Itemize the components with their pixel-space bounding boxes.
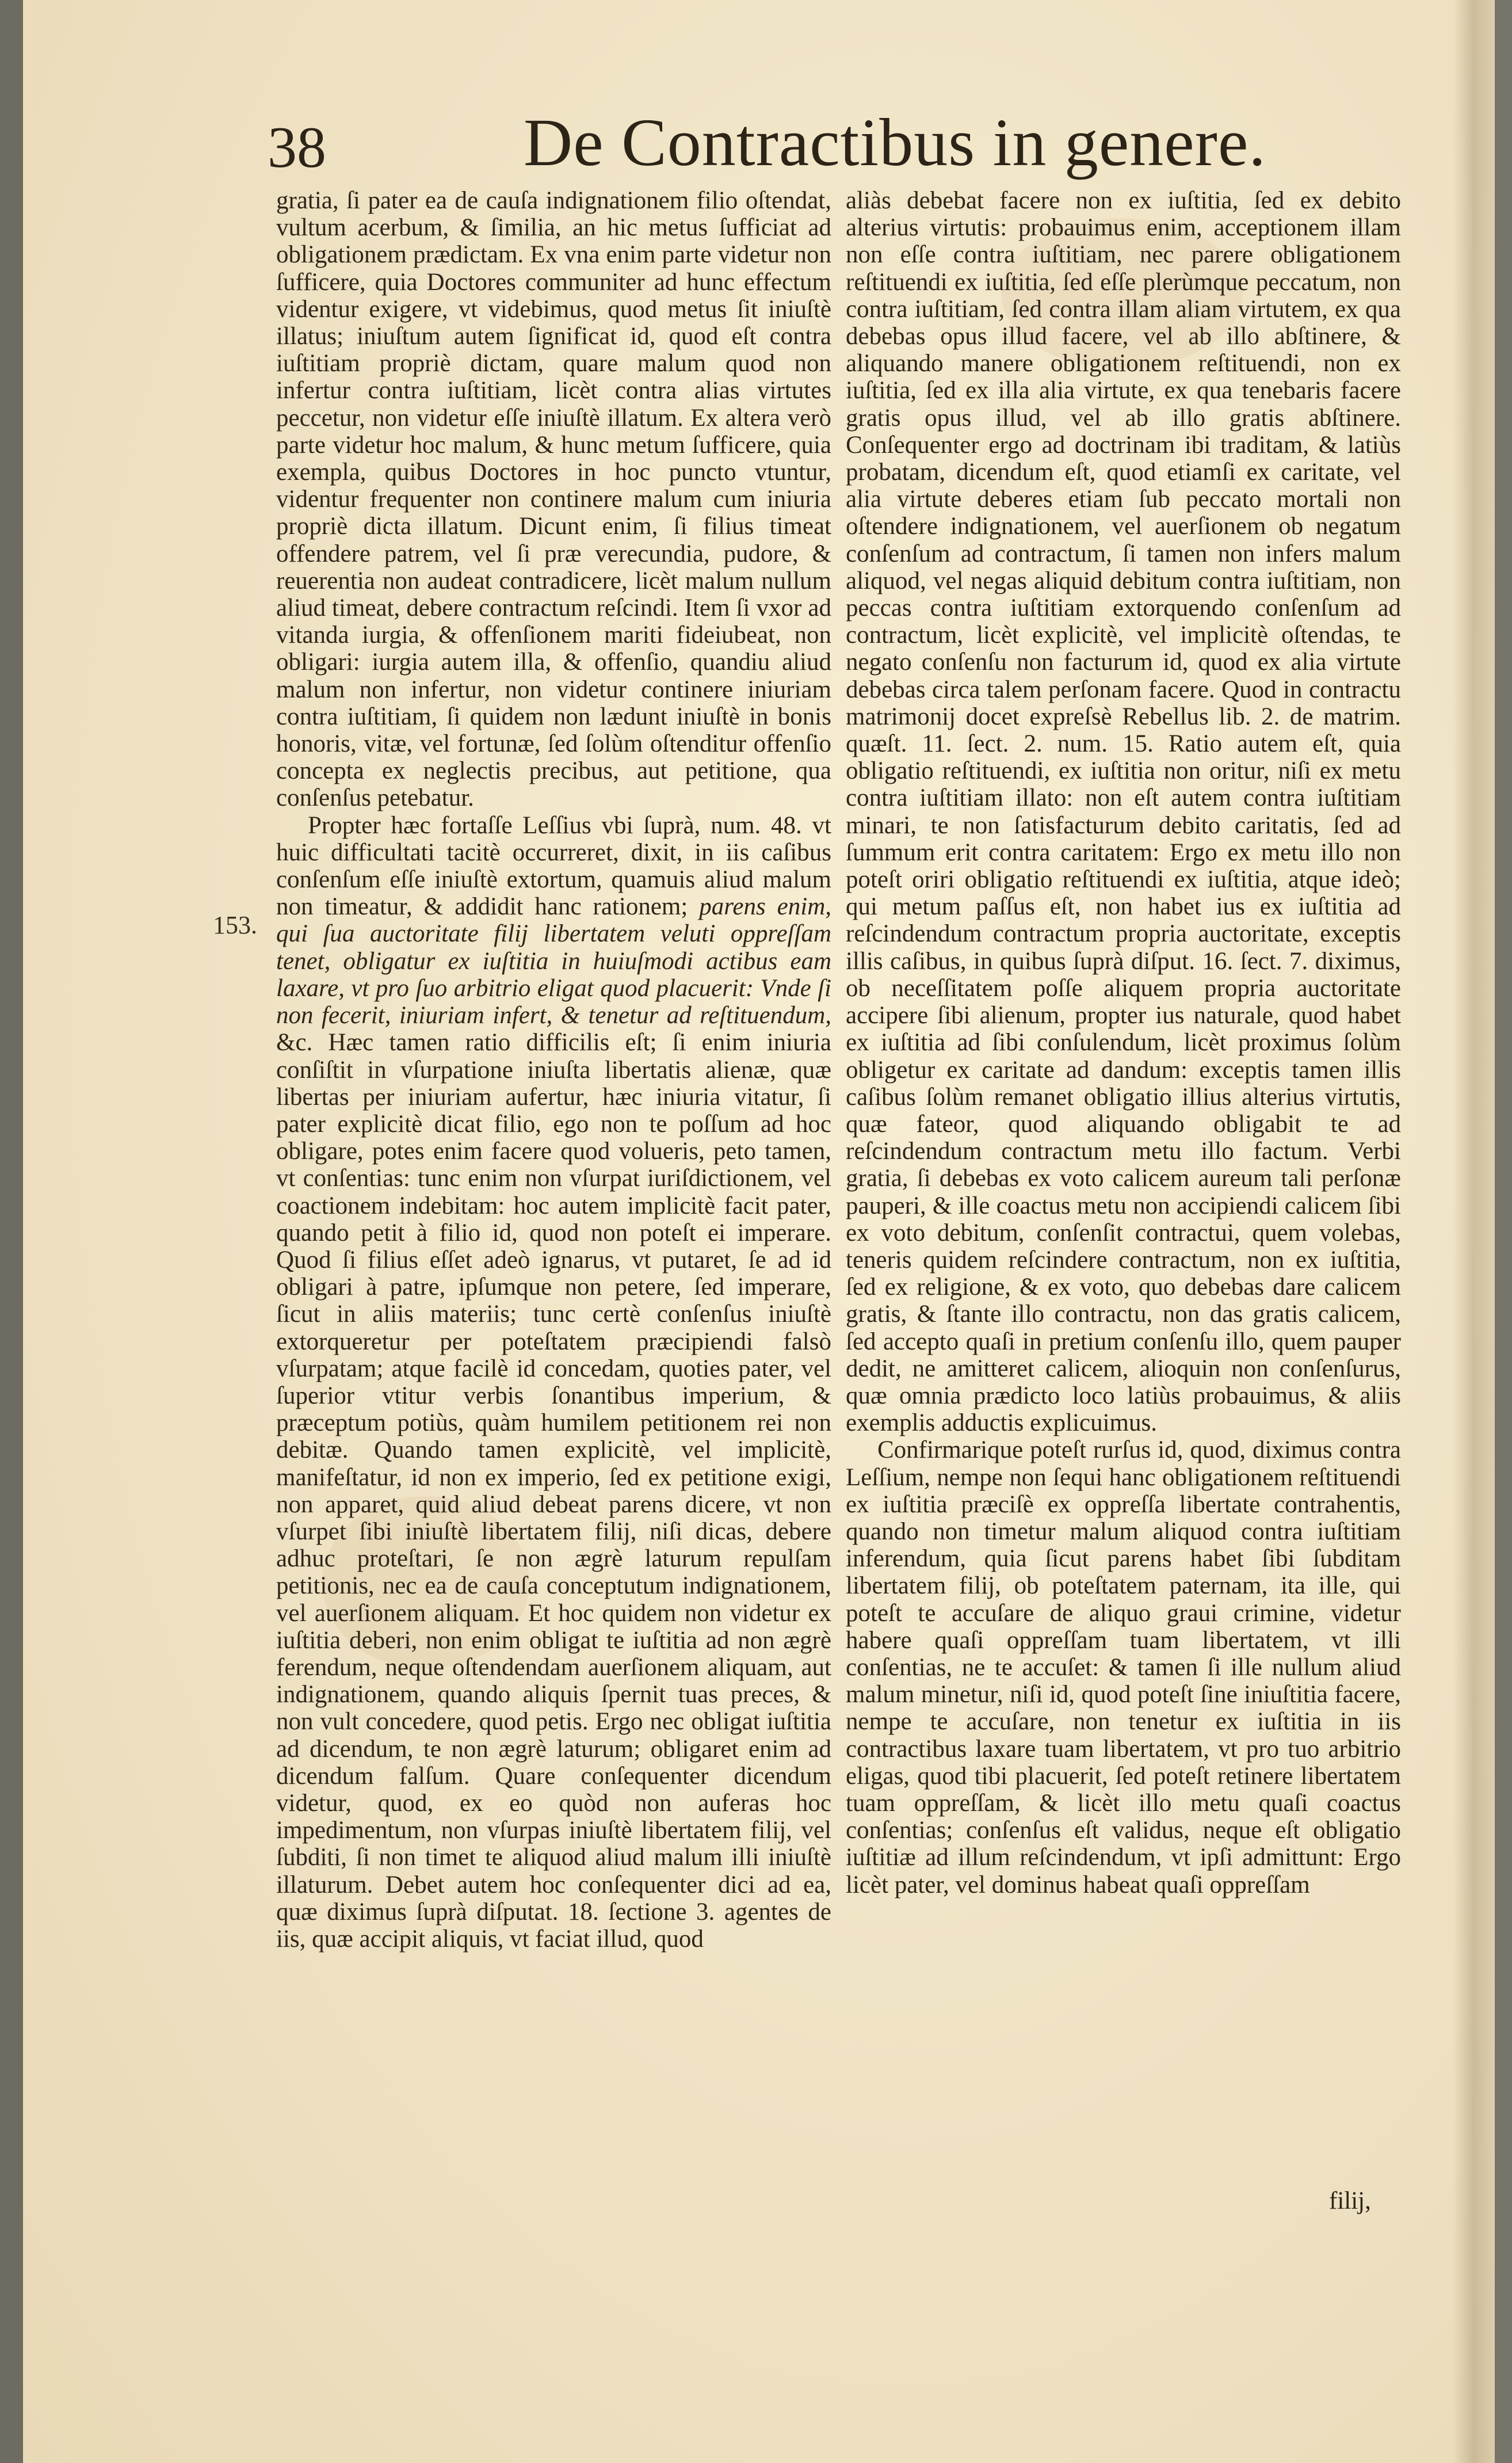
right-column [846, 187, 1401, 1898]
margin-note: 153. [213, 911, 257, 939]
page-number: 38 [268, 115, 326, 180]
page-fold-shadow [1453, 0, 1495, 2463]
scan-background-right [1495, 0, 1512, 2463]
paragraph: Confirmarique poteſt rurſus id, quod, diximus contra Leſſium, nempe non ſequi hanc obligationem reſtituendi ex iuſtitia præciſè ex oppreſſa libertate contrahentis, quando non timetur malum aliquod contra iuſtitiam inferendum, quia ſicut parens habet ſibi ſubditam libertatem filij, ob poteſtatem paternam, ita ille, qui poteſt te accuſare de aliquo graui crimine, videtur habere quaſi oppreſſam tuam libertatem, vt illi conſentias, ne te accuſet: & tamen ſi ille nullum aliud malum minetur, niſi id, quod poteſt ſine iniuſtitia facere, nempe te accuſare, non tenetur ex iuſtitia in iis contractibus laxare tuam libertatem, vt pro tuo arbitrio eligas, quod tibi placuerit, ſed poteſt retinere libertatem tuam oppreſſam, & licèt illo metu quaſi coactus conſentias; conſenſus eſt validus, neque eſt obligatio iuſtitiæ ad illum reſcindendum, vt ipſi admittunt: Ergo licèt pater, vel dominus habeat quaſi oppreſſam [846, 1436, 1401, 1898]
page-header [23, 104, 1495, 184]
paragraph-text: Propter hæc fortaſſe Leſſius vbi ſuprà, num. 48. vt huic difficultati tacitè occurreret, dixit, in iis caſibus conſenſum eſſe iniuſtè extortum, quamuis aliud malum non timeatur, & addidit hanc rationem; [276, 811, 831, 921]
quotation: parens enim, qui ſua auctoritate filij libertatem veluti oppreſſam tenet, obligatur ex iuſtitia in huiuſmodi actibus eam laxare, vt pro ſuo arbitrio eligat quod placuerit: Vnde ſi non fecerit, iniuriam infert, & tenetur ad reſtituendum, [276, 893, 831, 1030]
paragraph: gratia, ſi pater ea de cauſa indignationem filio oſtendat, vultum acerbum, & ſimilia, an hic metus ſufficiat ad obligationem prædictam. Ex vna enim parte videtur non ſufficere, quia Doctores communiter ad hunc effectum videntur exigere, vt videbimus, quod metus ſit iniuſtè illatus; iniuſtum autem ſignificat id, quod eſt contra iuſtitiam propriè dictam, quare malum quod non infertur contra iuſtitiam, licèt contra alias virtutes peccetur, non videtur eſſe iniuſtè illatum. Ex altera verò parte videtur hoc malum, & hunc metum ſufficere, quia exempla, quibus Doctores in hoc puncto vtuntur, videntur frequenter non continere malum cum iniuria propriè dicta illatum. Dicunt enim, ſi filius timeat offendere patrem, vel ſi præ verecundia, pudore, & reuerentia non audeat contradicere, licèt malum nullum aliud timeat, debere contractum reſcindi. Item ſi vxor ad vitanda iurgia, & offenſionem mariti fideiubeat, non obligari: iurgia autem illa, & offenſio, quandiu aliud malum non infertur, non videtur continere iniuriam contra iuſtitiam, ſi quidem non lædunt iniuſtè in bonis honoris, vitæ, vel fortunæ, ſed ſolùm oſtenditur offenſio concepta ex neglectis precibus, aut petitione, qua conſenſus petebatur. [276, 187, 831, 812]
catchword: filij, [1329, 2187, 1371, 2214]
running-title: De Contractibus in genere. [524, 105, 1266, 180]
left-column [276, 187, 831, 1953]
paragraph-text: &c. Hæc tamen ratio difficilis eſt; ſi enim iniuria conſiſtit in vſurpatione iniuſta libertatis alienæ, quæ libertas per iniuriam aufertur, hæc iniuria vitatur, ſi pater explicitè dicat filio, ego non te poſſum ad hoc obligare, potes enim facere quod volueris, peto tamen, vt conſentias: tunc enim non vſurpat iuriſdictionem, vel coactionem indebitam: hoc autem implicitè facit pater, quando petit à filio id, quod non poteſt ei imperare. Quod ſi filius eſſet adeò ignarus, vt putaret, ſe ad id obligari à patre, ipſumque non petere, ſed imperare, ſicut in aliis materiis; tunc certè conſenſus iniuſtè extorqueretur per poteſtatem præcipiendi falsò vſurpatam; atque facilè id concedam, quoties pater, vel ſuperior vtitur verbis ſonantibus imperium, & præceptum potiùs, quàm humilem petitionem rei non debitæ. Quando tamen explicitè, vel implicitè, manifeſtatur, id non ex imperio, ſed ex petitione exigi, non apparet, quid aliud debeat parens dicere, vt non vſurpet ſibi iniuſtè libertatem filij, niſi dicas, debere adhuc proteſtari, ſe non ægrè laturum repulſam petitionis, nec ea de cauſa conceptutum indignationem, vel auerſionem aliquam. Et hoc quidem non videtur ex iuſtitia deberi, non enim obligat te iuſtitia ad non ægrè ferendum, neque oſtendendam auerſionem aliquam, aut indignationem, quando aliquis ſpernit tuas preces, & non vult concedere, quod petis. Ergo nec obligat iuſtitia ad dicendum, te non ægrè laturum; obligaret enim ad dicendum falſum. Quare conſequenter dicendum videtur, quod, ex eo quòd non auferas hoc impedimentum, non vſurpas iniuſtè libertatem filij, vel ſubditi, ſi non timet te aliquod aliud malum illi iniuſtè illaturum. Debet autem hoc conſequenter dici ad ea, quæ diximus ſuprà diſputat. 18. ſectione 3. agentes de iis, quæ accipit aliquis, vt faciat illud, quod [276, 1029, 831, 1953]
paragraph [276, 812, 831, 1953]
paragraph: aliàs debebat facere non ex iuſtitia, ſed ex debito alterius virtutis: probauimus enim, acceptionem illam non eſſe contra iuſtitiam, nec parere obligationem reſtituendi ex iuſtitia, ſed eſſe plerùmque peccatum, non contra iuſtitiam, ſed contra illam aliam virtutem, ex qua debebas opus illud facere, vel ab illo abſtinere, & aliquando manere obligationem reſtituendi, non ex iuſtitia, ſed ex illa alia virtute, ex qua tenebaris facere gratis opus illud, vel ab illo gratis abſtinere. Conſequenter ergo ad doctrinam ibi traditam, & latiùs probatam, dicendum eſt, quod etiamſi ex caritate, vel alia virtute deberes etiam ſub peccato mortali non oſtendere indignationem, vel auerſionem ob negatum conſenſum ad contractum, ſi tamen non infers malum aliquod, vel negas aliquid debitum contra iuſtitiam, non peccas contra iuſtitiam extorquendo conſenſum ad contractum, licèt explicitè, vel implicitè oſtendas, te negato conſenſu non facturum id, quod ex alia virtute debebas circa talem perſonam facere. Quod in contractu matrimonij docet expreſsè Rebellus lib. 2. de matrim. quæſt. 11. ſect. 2. num. 15. Ratio autem eſt, quia obligatio reſtituendi, ex iuſtitia non oritur, niſi ex metu contra iuſtitiam illato: non eſt autem contra iuſtitiam minari, te non ſatisfacturum debito caritatis, ſed ad ſummum erit contra caritatem: Ergo ex metu illo non poteſt oriri obligatio reſtituendi ex iuſtitia, atque ideò; qui metum paſſus eſt, non habet ius ex iuſtitia ad reſcindendum contractum propria auctoritate, exceptis illis caſibus, in quibus ſuprà diſput. 16. ſect. 7. diximus, ob neceſſitatem poſſe aliquem propria auctoritate accipere ſibi alienum, propter ius naturale, quod habet ex iuſtitia ad ſibi conſulendum, licèt proximus ſolùm obligetur ex caritate ad dandum: exceptis tamen illis caſibus ſolùm remanet obligatio illius alterius virtutis, quæ fateor, quod aliquando obligabit te ad reſcindendum contractum metu illo factum. Verbi gratia, ſi debebas ex voto calicem aureum tali perſonæ pauperi, & ille coactus metu non accipiendi calicem ſibi ex voto debitum, conſenſit contractui, quem volebas, teneris quidem reſcindere contractum, non ex iuſtitia, ſed ex religione, & ex voto, quo debebas dare calicem gratis, & ſtante illo contractu, non das gratis calicem, ſed accepto quaſi in pretium conſenſu illo, quem pauper dedit, ne amitteret calicem, alioquin non conſenſurus, quæ omnia prædicto loco latiùs probauimus, & aliis exemplis adductis explicuimus. [846, 187, 1401, 1437]
book-page [23, 0, 1495, 2463]
scan-background-left [0, 0, 23, 2463]
